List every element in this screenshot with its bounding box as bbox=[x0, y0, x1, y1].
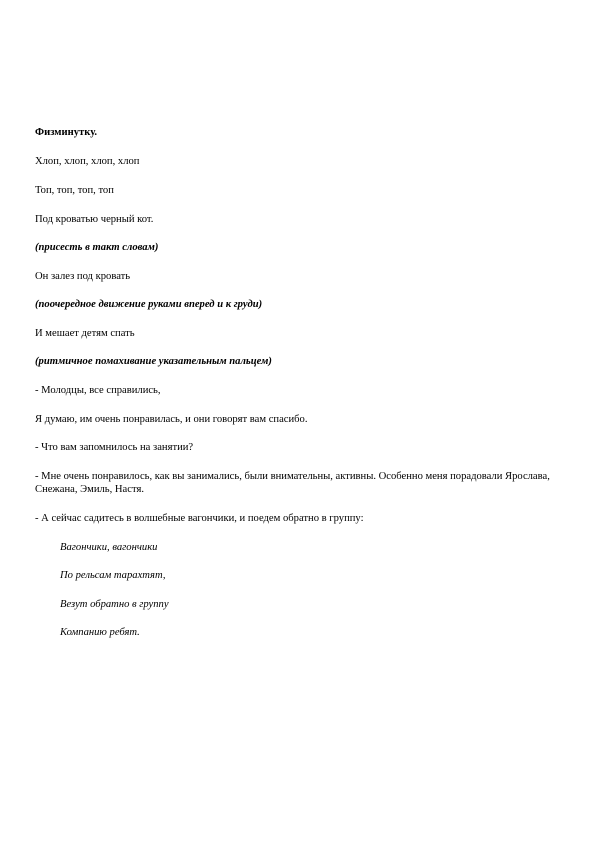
text-line: Он залез под кровать bbox=[35, 271, 131, 282]
text-line: И мешает детям спать bbox=[35, 328, 135, 339]
stage-direction: (ритмичное помахивание указательным пальцем) bbox=[35, 356, 272, 367]
text-line: - Молодцы, все справились, bbox=[35, 385, 161, 396]
poem-line: По рельсам тарахтят, bbox=[60, 570, 166, 581]
text-line: Под кроватью черный кот. bbox=[35, 214, 154, 225]
document-title: Физминутку. bbox=[35, 127, 98, 138]
poem-line: Компанию ребят. bbox=[60, 627, 140, 638]
poem-line: Вагончики, вагончики bbox=[60, 542, 158, 553]
text-line: Хлоп, хлоп, хлоп, хлоп bbox=[35, 156, 140, 167]
text-line: - А сейчас садитесь в волшебные вагончики, и поедем обратно в группу: bbox=[35, 513, 364, 524]
text-line: - Что вам запомнилось на занятии? bbox=[35, 442, 194, 453]
poem-line: Везут обратно в группу bbox=[60, 599, 169, 610]
stage-direction: (присесть в такт словам) bbox=[35, 242, 159, 253]
stage-direction: (поочередное движение руками вперед и к груди) bbox=[35, 299, 263, 310]
text-line: Я думаю, им очень понравилась, и они говорят вам спасибо. bbox=[35, 414, 308, 425]
text-line: Топ, топ, топ, топ bbox=[35, 185, 114, 196]
text-paragraph: - Мне очень понравилось, как вы занимались, были внимательны, активны. Особенно меня порадовали Ярослава, Снежана, Эмиль, Настя. bbox=[35, 471, 550, 495]
